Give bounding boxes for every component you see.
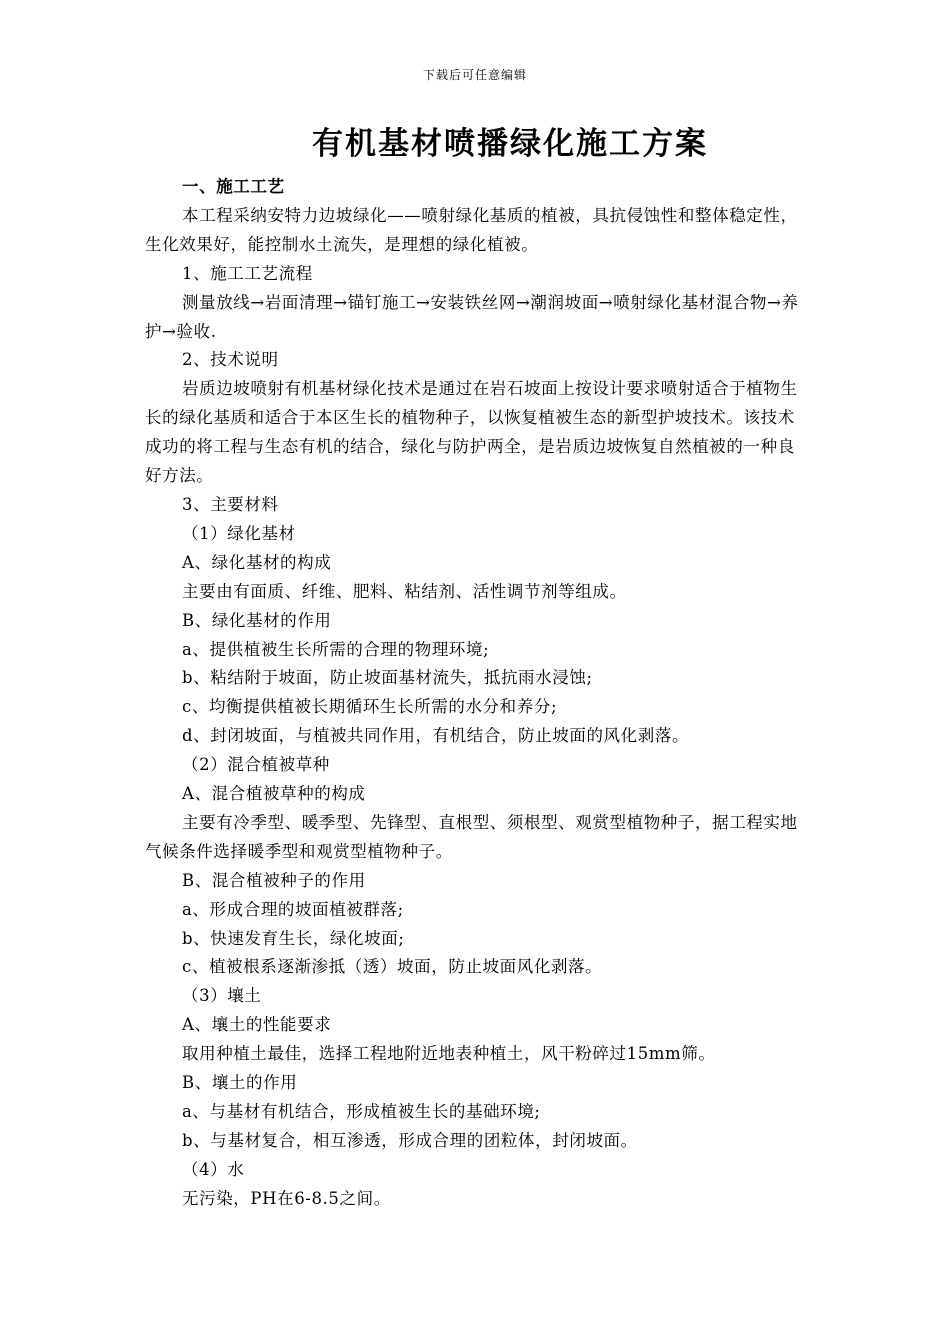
paragraph: 测量放线→岩面清理→锚钉施工→安装铁丝网→潮润坡面→喷射绿化基材混合物→养护→验收. xyxy=(145,292,799,341)
list-item: b、粘结附于坡面，防止坡面基材流失，抵抗雨水浸蚀; xyxy=(182,668,593,688)
subsection-heading: 2、技术说明 xyxy=(182,350,279,370)
document-title: 有机基材喷播绿化施工方案 xyxy=(312,126,708,162)
list-item: B、壤土的作用 xyxy=(182,1073,298,1093)
paragraph: 主要由有面质、纤维、肥料、粘结剂、活性调节剂等组成。 xyxy=(182,581,627,601)
list-item: b、快速发育生长，绿化坡面; xyxy=(182,928,405,948)
list-item: A、混合植被草种的构成 xyxy=(182,784,366,804)
paragraph: 取用种植土最佳，选择工程地附近地表种植土，风干粉碎过15mm筛。 xyxy=(182,1044,716,1064)
section-heading: 一、施工工艺 xyxy=(182,177,285,196)
document-body xyxy=(145,173,800,1214)
material-heading: （3）壤土 xyxy=(182,986,262,1006)
list-item: c、均衡提供植被长期循环生长所需的水分和养分; xyxy=(182,697,558,717)
page-header: 下载后可任意编辑 xyxy=(422,68,527,82)
subsection-heading: 1、施工工艺流程 xyxy=(182,263,313,283)
list-item: A、绿化基材的构成 xyxy=(182,552,332,572)
subsection-heading: 3、主要材料 xyxy=(182,494,279,514)
paragraph: 无污染，PH在6-8.5之间。 xyxy=(182,1188,391,1208)
list-item: c、植被根系逐渐渗抵（透）坡面，防止坡面风化剥落。 xyxy=(182,957,603,977)
list-item: a、与基材有机结合，形成植被生长的基础环境; xyxy=(182,1102,541,1121)
list-item: A、壤土的性能要求 xyxy=(182,1015,332,1035)
paragraph: 岩质边坡喷射有机基材绿化技术是通过在岩石坡面上按设计要求喷射适合于植物生长的绿化基质和适合于本区生长的植物种子，以恢复植被生态的新型护坡技术。该技术成功的将工程与生态有机的结合，绿化与防护两全，是岩质边坡恢复自然植被的一种良好方法。 xyxy=(145,379,798,486)
paragraph: 主要有冷季型、暖季型、先锋型、直根型、须根型、观赏型植物种子，据工程实地气候条件选择暖季型和观赏型植物种子。 xyxy=(145,812,798,861)
list-item: B、混合植被种子的作用 xyxy=(182,870,366,890)
list-item: a、提供植被生长所需的合理的物理环境; xyxy=(182,639,490,659)
list-item: d、封闭坡面，与植被共同作用，有机结合，防止坡面的风化剥落。 xyxy=(182,726,690,746)
list-item: b、与基材复合，相互渗透，形成合理的团粒体，封闭坡面。 xyxy=(182,1130,638,1150)
material-heading: （4）水 xyxy=(182,1159,245,1179)
material-heading: （2）混合植被草种 xyxy=(182,755,330,775)
paragraph: 本工程采纳安特力边坡绿化——喷射绿化基质的植被，具抗侵蚀性和整体稳定性，生化效果好，能控制水土流失，是理想的绿化植被。 xyxy=(145,205,798,254)
material-heading: （1）绿化基材 xyxy=(182,523,296,543)
list-item: a、形成合理的坡面植被群落; xyxy=(182,899,404,919)
list-item: B、绿化基材的作用 xyxy=(182,610,332,630)
